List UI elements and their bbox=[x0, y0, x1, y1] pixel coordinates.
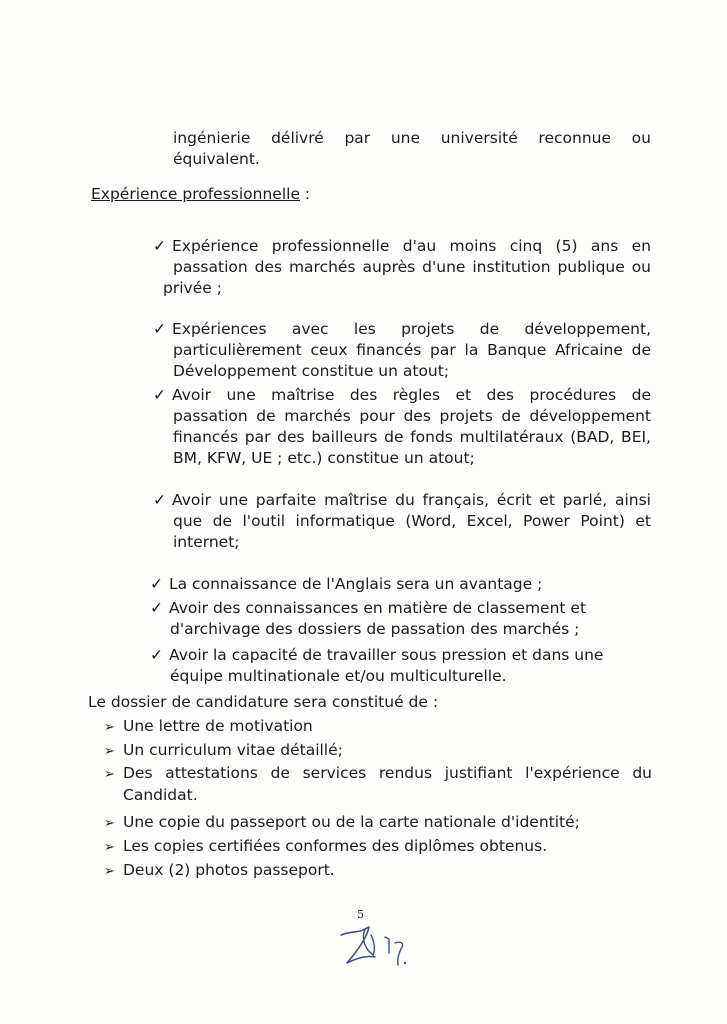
dossier-item bbox=[104, 763, 652, 806]
experience-item bbox=[153, 319, 651, 382]
intro-paragraph bbox=[173, 128, 651, 170]
arrow-bullet-icon: ➢ bbox=[104, 744, 115, 759]
dossier-item bbox=[104, 860, 652, 882]
dossier-item bbox=[104, 740, 652, 762]
arrow-bullet-icon: ➢ bbox=[104, 720, 115, 735]
experience-item bbox=[153, 490, 651, 553]
page-number: 5 bbox=[357, 908, 364, 921]
item-line: financés par des bailleurs de fonds multilatéraux (BAD, BEI, bbox=[173, 428, 651, 446]
item-line: BM, KFW, UE ; etc.) constitue un atout; bbox=[173, 449, 475, 467]
intro-line-1: ingénierie délivré par une université reconnue ou bbox=[173, 129, 651, 147]
check-icon: ✓ bbox=[150, 599, 163, 617]
item-line: Candidat. bbox=[123, 786, 198, 804]
item-line: que de l'outil informatique (Word, Excel, Power Point) et bbox=[173, 512, 651, 530]
item-line: ✓ Expérience professionnelle d'au moins cinq (5) ans en bbox=[153, 237, 651, 255]
intro-line-2: équivalent. bbox=[173, 150, 260, 168]
item-line: ➢ Les copies certifiées conformes des diplômes obtenus. bbox=[104, 836, 652, 858]
check-icon: ✓ bbox=[150, 575, 163, 593]
experience-item bbox=[153, 236, 651, 299]
item-line: particulièrement ceux financés par la Banque Africaine de bbox=[173, 341, 651, 359]
section-heading: Expérience professionnelle bbox=[91, 185, 300, 203]
item-line: ✓ Avoir la capacité de travailler sous pression et dans une bbox=[150, 646, 604, 664]
item-line: ➢ Deux (2) photos passeport. bbox=[104, 860, 652, 882]
check-icon: ✓ bbox=[153, 491, 166, 509]
item-line: équipe multinationale et/ou multiculturelle. bbox=[170, 667, 507, 685]
dossier-item bbox=[104, 836, 652, 858]
dossier-item bbox=[104, 812, 652, 834]
dossier-item bbox=[104, 716, 652, 738]
item-line: ➢ Des attestations de services rendus justifiant l'expérience du bbox=[104, 763, 652, 785]
dossier-intro: Le dossier de candidature sera constitué de : bbox=[88, 693, 439, 711]
item-line: ✓ Expériences avec les projets de développement, bbox=[153, 320, 651, 338]
item-line: ✓ La connaissance de l'Anglais sera un avantage ; bbox=[150, 575, 543, 593]
experience-item bbox=[150, 598, 650, 640]
signature-initials bbox=[335, 915, 425, 975]
arrow-bullet-icon: ➢ bbox=[104, 767, 115, 782]
arrow-bullet-icon: ➢ bbox=[104, 816, 115, 831]
check-icon: ✓ bbox=[153, 386, 166, 404]
experience-item bbox=[153, 385, 651, 469]
item-line: passation de marchés pour des projets de développement bbox=[173, 407, 651, 425]
experience-item bbox=[150, 574, 650, 595]
item-line: d'archivage des dossiers de passation des marchés ; bbox=[170, 620, 580, 638]
item-line: passation des marchés auprès d'une institution publique ou bbox=[173, 258, 651, 276]
item-line: Développement constitue un atout; bbox=[173, 362, 450, 380]
item-line: ✓ Avoir une parfaite maîtrise du français, écrit et parlé, ainsi bbox=[153, 491, 651, 509]
section-heading-row bbox=[91, 184, 310, 205]
item-line: ➢ Une lettre de motivation bbox=[104, 716, 652, 738]
check-icon: ✓ bbox=[150, 646, 163, 664]
item-line: ✓ Avoir des connaissances en matière de classement et bbox=[150, 599, 587, 617]
item-line: ➢ Une copie du passeport ou de la carte nationale d'identité; bbox=[104, 812, 652, 834]
arrow-bullet-icon: ➢ bbox=[104, 864, 115, 879]
item-line: privée ; bbox=[163, 279, 222, 297]
item-line: ✓ Avoir une maîtrise des règles et des procédures de bbox=[153, 386, 651, 404]
check-icon: ✓ bbox=[153, 320, 166, 338]
item-line: ➢ Un curriculum vitae détaillé; bbox=[104, 740, 652, 762]
check-icon: ✓ bbox=[153, 237, 166, 255]
experience-item bbox=[150, 645, 650, 687]
arrow-bullet-icon: ➢ bbox=[104, 840, 115, 855]
item-line: internet; bbox=[173, 533, 240, 551]
section-heading-suffix: : bbox=[300, 185, 311, 203]
